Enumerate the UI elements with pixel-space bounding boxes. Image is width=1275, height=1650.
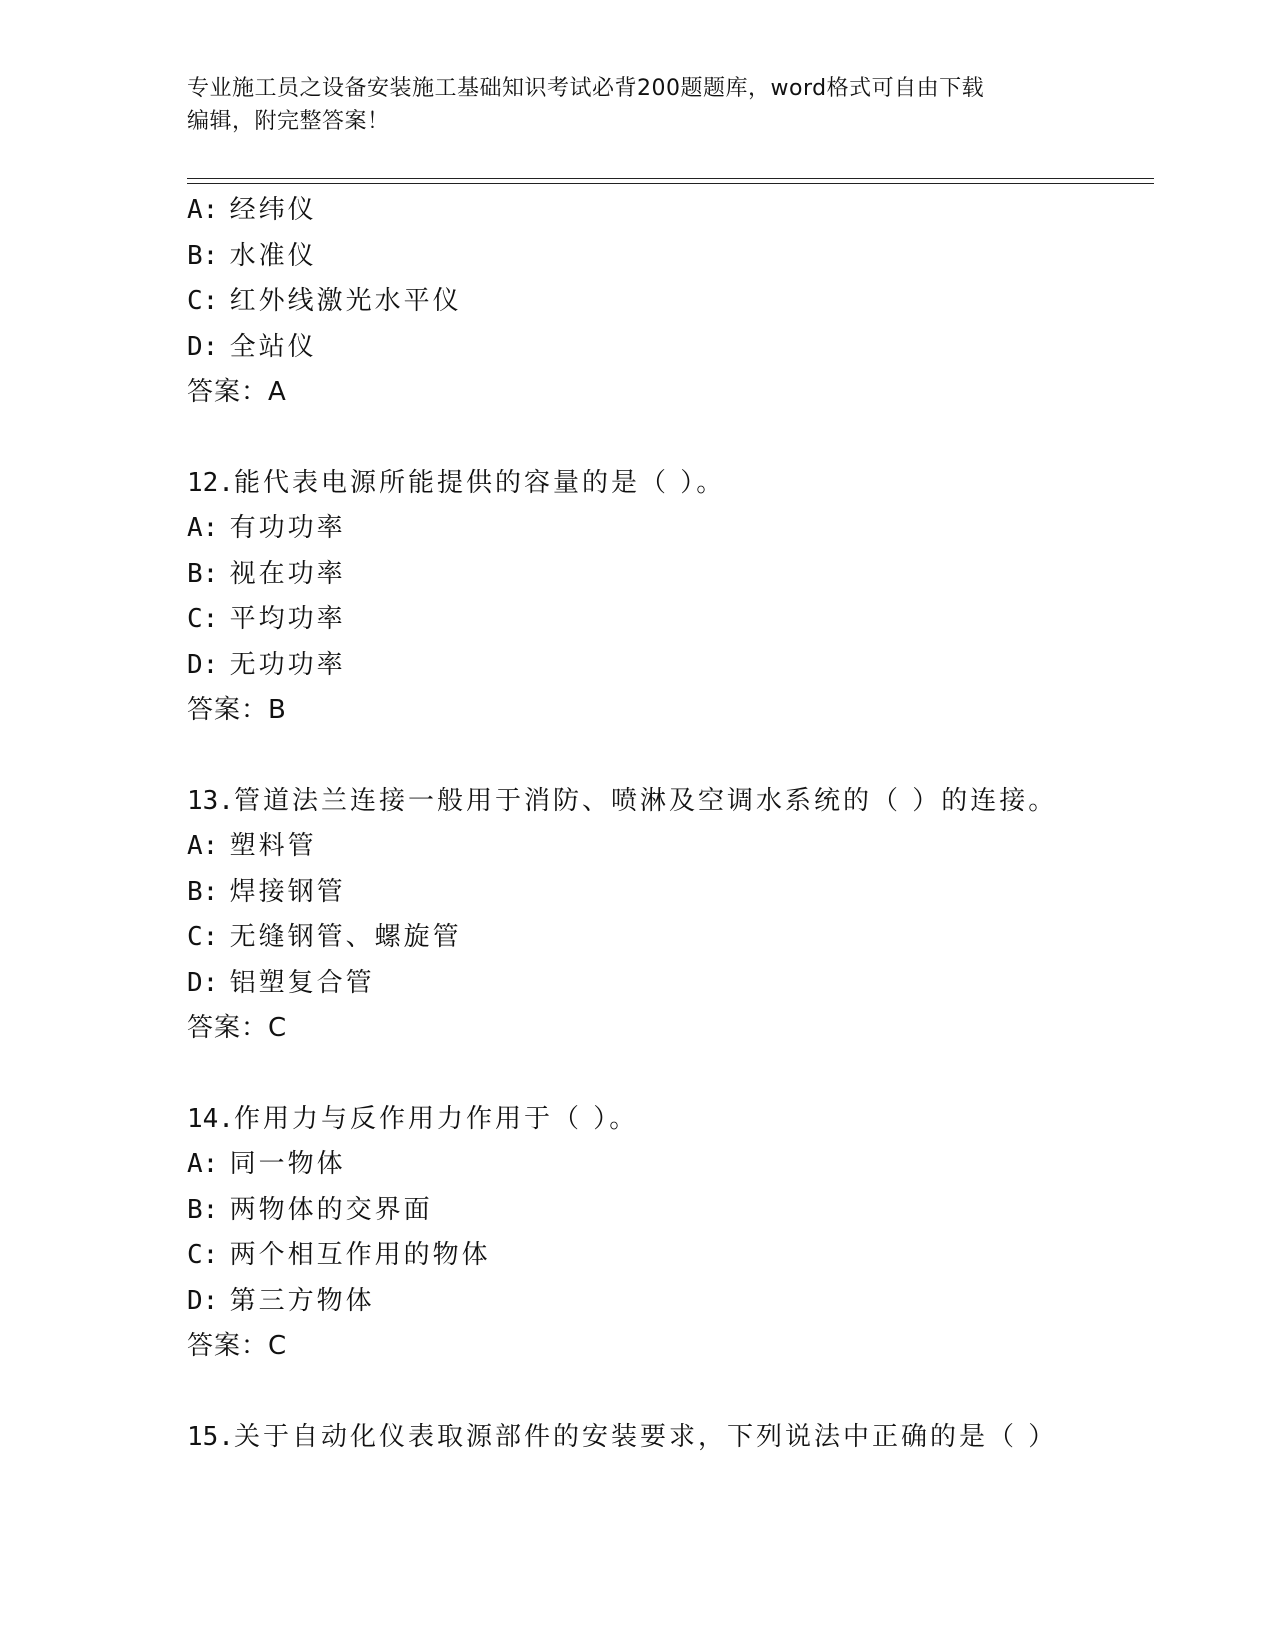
question-12 xyxy=(187,461,1157,734)
option-letter: D: xyxy=(187,1285,219,1316)
header-title-line-2: 编辑，附完整答案！ xyxy=(187,109,390,134)
question-13 xyxy=(187,779,1157,1052)
question-text: 管道法兰连接一般用于消防、喷淋及空调水系统的（ ）的连接。 xyxy=(233,785,1058,816)
option-c xyxy=(187,1233,1157,1279)
option-letter: B: xyxy=(187,558,219,589)
option-text: 经纬仪 xyxy=(229,195,317,225)
question-stem xyxy=(187,779,1157,825)
answer-line: 答案：C xyxy=(187,1013,288,1043)
question-number: 13. xyxy=(187,785,234,816)
option-letter: B: xyxy=(187,1194,219,1225)
option-a xyxy=(187,506,1157,552)
document-body xyxy=(187,188,1157,1460)
question-number: 12. xyxy=(187,467,234,498)
option-letter: A: xyxy=(187,831,219,861)
question-text: 能代表电源所能提供的容量的是（ ）。 xyxy=(233,467,726,498)
option-letter: B: xyxy=(187,876,219,907)
option-b xyxy=(187,1188,1157,1234)
question-11 xyxy=(187,188,1157,416)
option-text: 塑料管 xyxy=(229,831,317,861)
option-letter: A: xyxy=(187,195,219,225)
option-b xyxy=(187,870,1157,916)
option-letter: D: xyxy=(187,649,219,680)
option-text: 全站仪 xyxy=(229,331,317,362)
option-text: 无功功率 xyxy=(229,649,346,680)
option-letter: C: xyxy=(187,286,219,316)
option-letter: A: xyxy=(187,1149,219,1179)
question-stem xyxy=(187,461,1157,507)
option-a xyxy=(187,1142,1157,1188)
question-text: 关于自动化仪表取源部件的安装要求，下列说法中正确的是（ ） xyxy=(233,1421,1058,1452)
option-text: 视在功率 xyxy=(229,558,346,589)
answer-line: 答案：A xyxy=(187,377,287,407)
option-letter: C: xyxy=(187,922,219,952)
option-d xyxy=(187,643,1157,689)
option-text: 铝塑复合管 xyxy=(229,967,375,998)
option-letter: D: xyxy=(187,331,219,362)
spacer xyxy=(187,734,1157,779)
option-b xyxy=(187,234,1157,280)
option-d xyxy=(187,325,1157,371)
option-letter: D: xyxy=(187,967,219,998)
option-c xyxy=(187,279,1157,325)
question-stem xyxy=(187,1415,1157,1461)
option-c xyxy=(187,915,1157,961)
option-text: 焊接钢管 xyxy=(229,876,346,907)
option-text: 有功功率 xyxy=(229,513,346,543)
option-text: 第三方物体 xyxy=(229,1285,375,1316)
option-text: 水准仪 xyxy=(229,240,317,271)
option-letter: B: xyxy=(187,240,219,271)
option-text: 红外线激光水平仪 xyxy=(229,286,462,316)
spacer xyxy=(187,1370,1157,1415)
header-title-line-1: 专业施工员之设备安装施工基础知识考试必背200题题库，word格式可自由下载 xyxy=(187,76,985,101)
answer-line: 答案：B xyxy=(187,695,287,725)
answer-line: 答案：C xyxy=(187,1331,288,1361)
option-text: 平均功率 xyxy=(229,604,346,634)
option-a xyxy=(187,824,1157,870)
option-letter: C: xyxy=(187,1240,219,1270)
option-c xyxy=(187,597,1157,643)
question-14 xyxy=(187,1097,1157,1370)
option-b xyxy=(187,552,1157,598)
spacer xyxy=(187,1052,1157,1097)
spacer xyxy=(187,416,1157,461)
question-text: 作用力与反作用力作用于（ ）。 xyxy=(233,1103,639,1134)
document-header xyxy=(187,72,1087,138)
option-d xyxy=(187,961,1157,1007)
question-15 xyxy=(187,1415,1157,1461)
option-letter: A: xyxy=(187,513,219,543)
option-d xyxy=(187,1279,1157,1325)
option-text: 两物体的交界面 xyxy=(229,1194,433,1225)
option-text: 无缝钢管、螺旋管 xyxy=(229,922,462,952)
option-text: 两个相互作用的物体 xyxy=(229,1240,491,1270)
question-number: 15. xyxy=(187,1421,234,1452)
option-a xyxy=(187,188,1157,234)
header-rule-bottom xyxy=(187,183,1154,184)
option-text: 同一物体 xyxy=(229,1149,346,1179)
header-rule-top xyxy=(187,178,1154,179)
question-number: 14. xyxy=(187,1103,234,1134)
question-stem xyxy=(187,1097,1157,1143)
option-letter: C: xyxy=(187,604,219,634)
